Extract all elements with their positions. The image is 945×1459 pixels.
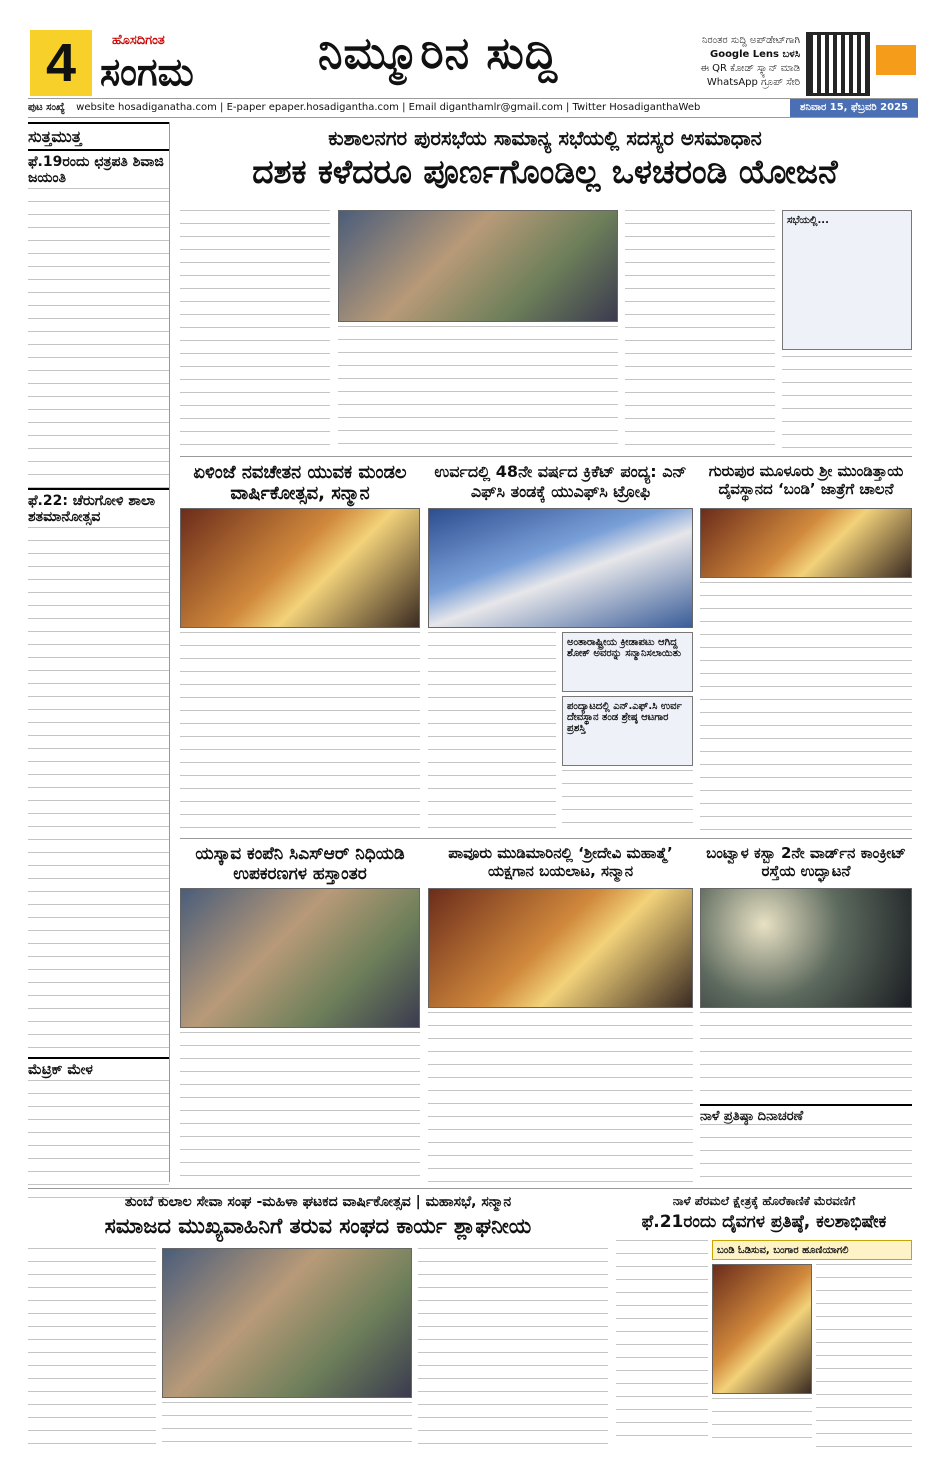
accent-block — [876, 45, 916, 75]
row4-right-headline: ಫೆ.21ರಂದು ದೈವಗಳ ಪ್ರತಿಷ್ಠೆ, ಕಲಶಾಭಿಷೇಕ — [641, 1212, 887, 1232]
section-title: ನಿಮ್ಮೂರಿನ ಸುದ್ದಿ — [318, 28, 559, 79]
row3-mid-text — [428, 1012, 693, 1182]
lead-box — [782, 210, 912, 350]
masthead — [0, 0, 945, 96]
brand-logo: ಸಂಗಮ — [100, 50, 194, 94]
row4-right-text-3 — [712, 1398, 812, 1448]
row4-right-box-text: ಬಂಡಿ ಓಡಿಸುವ, ಬಂಗಾರ ಹೂಣಿಯಾಗಲಿ — [717, 1245, 849, 1256]
row3-right-subhead: ನಾಳೆ ಪ್ರತಿಷ್ಠಾ ದಿನಾಚರಣೆ — [700, 1104, 912, 1124]
qr-code-icon[interactable] — [806, 32, 870, 96]
lead-text-4 — [782, 356, 912, 450]
row2-mid-box-2-text: ಪಂದ್ಯಾಟದಲ್ಲಿ ಎನ್.ಎಫ್.ಸಿ ಉರ್ವ ದೇವಸ್ಥಾನ ತಂಡ ಶ್ರೇಷ್ಠ ಆಟಗಾರ ಪ್ರಶಸ್ತಿ — [567, 701, 682, 734]
row4-left-photo — [162, 1248, 412, 1398]
row3-mid-photo — [428, 888, 693, 1008]
row4-right-kicker: ನಾಳೆ ಪೆರಮಲೆ ಕ್ಷೇತ್ರಕ್ಕೆ ಹೊರೆಕಾಣಿಕೆ ಮೆರವಣಿಗೆ — [672, 1194, 856, 1208]
row2-mid-box-1 — [562, 632, 693, 692]
row4-right-text-2 — [816, 1264, 912, 1448]
row4-right-box — [712, 1240, 912, 1260]
row3-left-headline: ಯಸ್ಕಾವ ಕಂಪೆನಿ ಸಿಎಸ್‌ಆರ್ ನಿಧಿಯಡಿ ಉಪಕರಣಗಳ ಹಸ್ತಾಂತರ — [195, 844, 405, 884]
brand-small: ಹೊಸದಿಗಂತ — [112, 33, 165, 48]
row2-left-headline: ಏಳಿಂಜೆ ನವಚೇತನ ಯುವಕ ಮಂಡಲ ವಾರ್ಷಿಕೋತ್ಸವ, ಸನ್ಮಾನ — [193, 462, 407, 504]
divider — [28, 1188, 912, 1189]
row3-right-photo — [700, 888, 912, 1008]
left-text-2 — [28, 527, 169, 1057]
row4-right-text-1 — [616, 1240, 708, 1448]
infobar-city: ಪುಟ ಸಂಖ್ಯೆ — [28, 102, 65, 113]
left-text-1 — [28, 188, 169, 488]
page-number: 4 — [30, 30, 92, 96]
qr-line-3: ಈ QR ಕೋಡ್ ಸ್ಕ್ಯಾನ್ ಮಾಡಿ — [700, 63, 800, 74]
row4-left-text-2 — [162, 1402, 412, 1448]
infobar-links[interactable]: website hosadiganatha.com | E-paper epaper.hosadigantha.com | Email diganthamlr@gmail.com | Twitter HosadiganthaWeb — [76, 102, 701, 113]
infobar-date: ಶನಿವಾರ 15, ಫೆಬ್ರವರಿ 2025 — [790, 99, 918, 117]
row3-left-photo — [180, 888, 420, 1028]
row2-mid-box-1-text: ಅಂತಾರಾಷ್ಟ್ರೀಯ ಕ್ರೀಡಾಪಟು ಆಗಿದ್ದ ಶೋಕ್ ಅವರನ್ನು ಸನ್ಮಾನಿಸಲಾಯಿತು — [567, 637, 682, 659]
left-section-head: ಸುತ್ತಮುತ್ತ — [28, 122, 169, 147]
left-text-3 — [28, 1080, 169, 1200]
row2-mid-headline: ಉರ್ವದಲ್ಲಿ 48ನೇ ವರ್ಷದ ಕ್ರಿಕೆಟ್ ಪಂದ್ಯ: ಎನ್ ಎಫ್‌ಸಿ ತಂಡಕ್ಕೆ ಯುಎಫ್‌ಸಿ ಟ್ರೋಫಿ — [434, 462, 687, 501]
row3-right-text — [700, 1012, 912, 1102]
row3-mid-headline: ಪಾವೂರು ಮುಡಿಮಾರಿನಲ್ಲಿ ‘ಶ್ರೀದೇವಿ ಮಹಾತ್ಮೆ’ ಯಕ್ಷಗಾನ ಬಯಲಾಟ, ಸನ್ಮಾನ — [448, 844, 673, 880]
row2-mid-text-2 — [562, 770, 693, 832]
row3-right-text-2 — [700, 1124, 912, 1182]
left-headline-1: ಫೆ.19ರಂದು ಛತ್ರಪತಿ ಶಿವಾಜಿ ಜಯಂತಿ — [28, 149, 169, 186]
left-headline-2: ಫೆ.22: ಚೆರುಗೋಳಿ ಶಾಲಾ ಶತಮಾನೋತ್ಸವ — [28, 488, 169, 525]
row3-right-headline: ಬಂಟ್ವಾಳ ಕಸ್ಬಾ 2ನೇ ವಾರ್ಡ್‌ನ ಕಾಂಕ್ರೀಟ್ ರಸ್ತೆಯ ಉದ್ಘಾಟನೆ — [706, 844, 906, 880]
row4-left-headline: ಸಮಾಜದ ಮುಖ್ಯವಾಹಿನಿಗೆ ತರುವ ಸಂಘದ ಕಾರ್ಯ ಶ್ಲಾಘನೀಯ — [104, 1214, 532, 1238]
row2-right-headline: ಗುರುಪುರ ಮೂಳೂರು ಶ್ರೀ ಮುಂಡಿತ್ತಾಯ ದೈವಸ್ಥಾನದ ‘ಬಂಡಿ’ ಜಾತ್ರೆಗೆ ಚಾಲನೆ — [708, 462, 904, 498]
divider — [180, 456, 912, 457]
row3-left-text — [180, 1032, 420, 1182]
row2-left-text — [180, 632, 420, 832]
row2-right-photo — [700, 508, 912, 578]
qr-caption — [640, 34, 800, 90]
lead-text-1 — [180, 210, 330, 450]
lead-headline: ದಶಕ ಕಳೆದರೂ ಪೂರ್ಣಗೊಂಡಿಲ್ಲ ಒಳಚರಂಡಿ ಯೋಜನೆ — [252, 152, 838, 191]
row4-left-text-3 — [418, 1248, 608, 1448]
row2-mid-box-2 — [562, 696, 693, 766]
left-column — [28, 122, 170, 1182]
row2-mid-photo — [428, 508, 693, 628]
qr-line-1: ನಿರಂತರ ಸುದ್ದಿ ಅಪ್‌ಡೇಟ್‌ಗಾಗಿ — [701, 35, 800, 46]
left-headline-3: ಮೆಟ್ರಿಕ್ ಮೇಳ — [28, 1057, 169, 1078]
row4-left-text-1 — [28, 1248, 156, 1448]
lead-kicker: ಕುಶಾಲನಗರ ಪುರಸಭೆಯ ಸಾಮಾನ್ಯ ಸಭೆಯಲ್ಲಿ ಸದಸ್ಯರ ಅಸಮಾಧಾನ — [328, 126, 762, 150]
divider — [180, 838, 912, 839]
row2-mid-text-1 — [428, 632, 556, 832]
info-bar — [28, 98, 918, 118]
row4-right-photo — [712, 1264, 812, 1394]
qr-line-4: WhatsApp ಗ್ರೂಪ್ ಸೇರಿ — [706, 77, 800, 88]
lead-text-2 — [338, 326, 618, 450]
lead-box-title: ಸಭೆಯಲ್ಲಿ... — [787, 215, 829, 226]
row4-left-kicker: ತುಂಬೆ ಕುಲಾಲ ಸೇವಾ ಸಂಘ -ಮಹಿಳಾ ಘಟಕದ ವಾರ್ಷಿಕೋತ್ಸವ | ಮಹಾಸಭೆ, ಸನ್ಮಾನ — [124, 1194, 512, 1210]
lead-text-3 — [625, 210, 775, 450]
row2-left-photo — [180, 508, 420, 628]
qr-line-2: Google Lens ಬಳಸಿ — [709, 49, 800, 60]
lead-photo — [338, 210, 618, 322]
row2-right-text — [700, 582, 912, 832]
